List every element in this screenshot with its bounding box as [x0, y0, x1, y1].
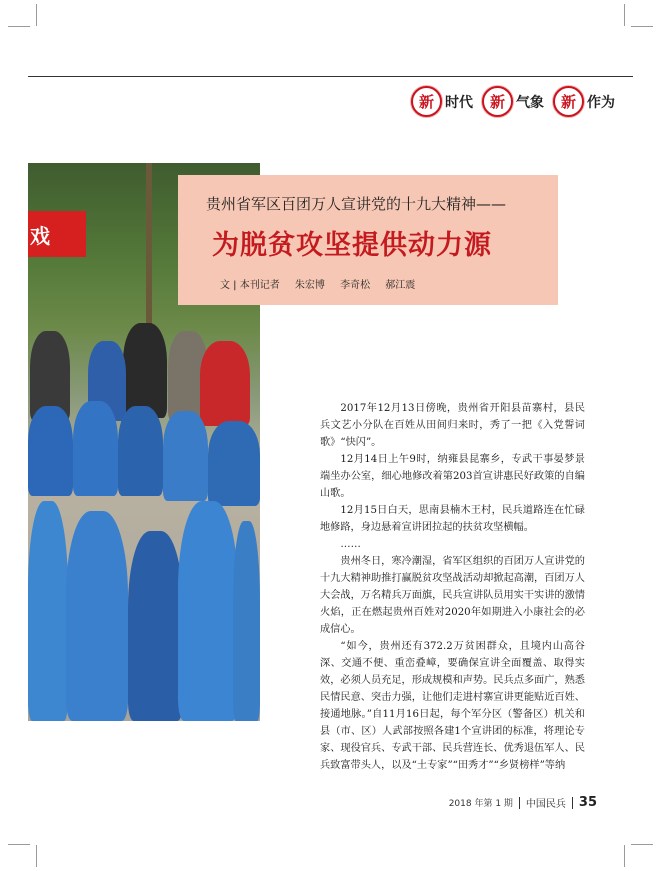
article-subtitle: 贵州省军区百团万人宣讲党的十九大精神—— [206, 195, 507, 213]
column-word: 作为 [587, 94, 615, 111]
crop-mark [36, 845, 37, 867]
paragraph: “如今，贵州还有372.2万贫困群众，且境内山高谷深、交通不便、重峦叠嶂，要确保宣讲全面覆盖、取得实效，必须人员充足，形成规模和声势。民兵点多面广，熟悉民情民意、突击力强，让他们走进村寨宣讲更能贴近百姓、接通地脉。”自11月16日起，每个军分区（警备区）机关和县（市、区）人武部按照各建1个宣讲团的标准，将理论专家、现役官兵、专武干部、民兵营连长、优秀退伍军人、民兵致富带头人，以及“土专家”“田秀才”“乡贤榜样”等纳 [320, 641, 585, 771]
crop-mark [36, 4, 37, 26]
crop-mark [624, 845, 625, 867]
issue-label: 2018 年第 1 期 [448, 799, 513, 809]
red-banner: 戏 [28, 211, 86, 257]
crop-mark [624, 4, 625, 26]
article-title: 为脱贫攻坚提供动力源 [212, 230, 492, 261]
crowd-illustration [28, 331, 260, 721]
paragraph: 2017年12月13日傍晚，贵州省开阳县苗寨村，县民兵文艺小分队在百姓从田间归来时，秀了一把《入党誓词歌》“快闪”。 [320, 403, 585, 448]
page-number: 35 [578, 795, 597, 810]
author-name: 朱宏博 [294, 280, 325, 291]
paragraph: 12月15日白天，思南县楠木王村，民兵道路连在忙碌地修路，身边悬着宣讲团拉起的扶贫攻坚横幅。 [320, 505, 585, 533]
divider [519, 797, 520, 809]
paragraph-ellipsis: …… [340, 539, 361, 550]
column-header [411, 86, 621, 117]
column-word: 气象 [516, 94, 544, 111]
crop-mark [8, 844, 30, 845]
crop-mark [631, 844, 653, 845]
xin-badge-icon: 新 [411, 86, 442, 117]
crop-mark [631, 26, 653, 27]
magazine-name: 中国民兵 [525, 799, 566, 810]
article-body [320, 400, 585, 774]
author-name: 郝江震 [385, 280, 416, 291]
crop-mark [8, 26, 30, 27]
title-panel [178, 175, 558, 305]
divider [572, 797, 573, 809]
byline [220, 276, 427, 291]
xin-badge-icon: 新 [482, 86, 513, 117]
byline-prefix: 文 | 本刊记者 [220, 280, 280, 291]
author-name: 李奇松 [340, 280, 371, 291]
paragraph: 贵州冬日，寒冷潮湿，省军区组织的百团万人宣讲党的十九大精神助推打赢脱贫攻坚战活动却掀起高潮，百团万人大会战，万名精兵万面旗，民兵宣讲队员用实干实讲的激情火焰，正在燃起贵州百姓对2020年如期进入小康社会的必成信心。 [320, 556, 585, 635]
header-rule [28, 76, 633, 77]
xin-badge-icon: 新 [553, 86, 584, 117]
paragraph: 12月14日上午9时，纳雍县昆寨乡，专武干事晏梦景端坐办公室，细心地修改着第203首宣讲惠民好政策的自编山歌。 [320, 454, 585, 499]
page-footer [449, 795, 597, 810]
column-word: 时代 [445, 94, 473, 111]
